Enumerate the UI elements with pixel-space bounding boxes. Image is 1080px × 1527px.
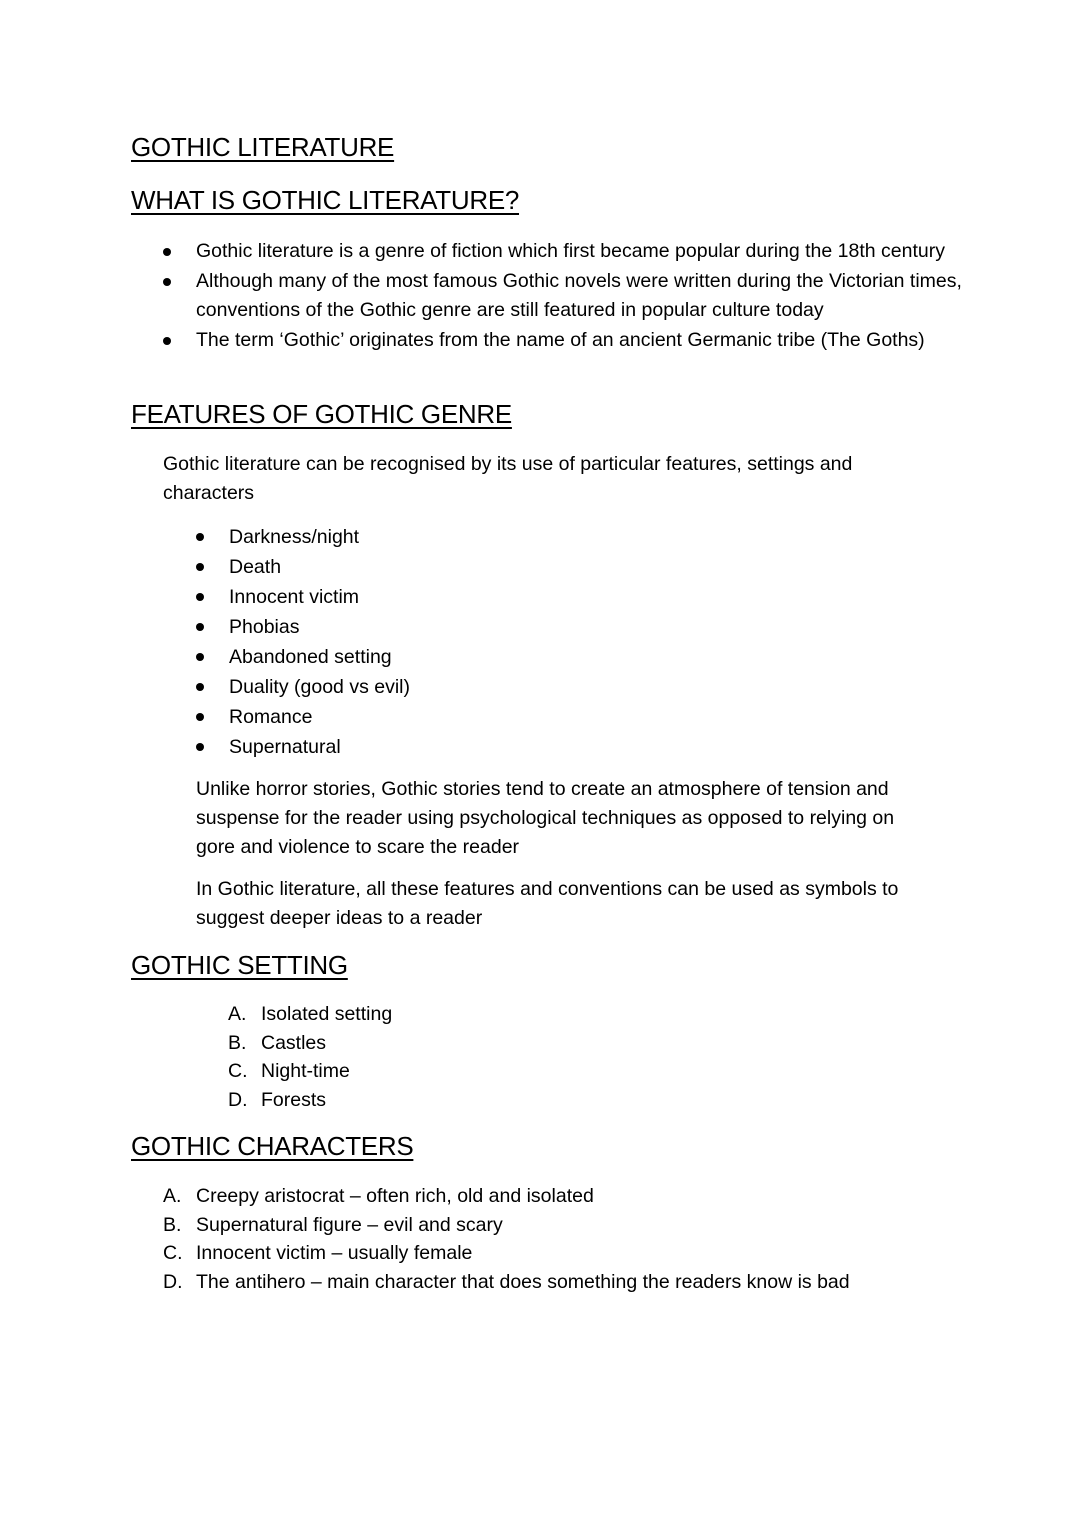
list-item (163, 1182, 850, 1211)
list-item: Gothic literature is a genre of fiction which first became popular during the 18th century (163, 237, 963, 266)
heading-gothic-setting: GOTHIC SETTING (131, 950, 348, 980)
list-item: Romance (196, 702, 696, 732)
list-item: Darkness/night (196, 522, 696, 552)
list-item (228, 1000, 392, 1029)
list-item (163, 1239, 850, 1268)
setting-list (228, 1000, 392, 1115)
list-item (228, 1029, 392, 1058)
list-item: The term ‘Gothic’ originates from the name of an ancient Germanic tribe (The Goths) (163, 326, 963, 355)
list-item: Duality (good vs evil) (196, 672, 696, 702)
heading-what-is-gothic: WHAT IS GOTHIC LITERATURE? (131, 185, 520, 215)
list-item-text: Creepy aristocrat – often rich, old and isolated (196, 1185, 594, 1207)
list-letter: C. (228, 1060, 248, 1083)
list-item-text: The antihero – main character that does something the readers know is bad (196, 1271, 850, 1294)
list-letter: A. (163, 1185, 182, 1207)
what-is-bullet-list (163, 237, 963, 356)
heading-gothic-characters: GOTHIC CHARACTERS (131, 1131, 414, 1161)
list-item (228, 1057, 392, 1086)
list-item: Abandoned setting (196, 642, 696, 672)
list-item-text: Isolated setting (261, 1003, 393, 1025)
list-letter: C. (163, 1242, 183, 1265)
list-letter: A. (228, 1003, 247, 1025)
list-item-text: Forests (261, 1089, 327, 1112)
list-item-text: Castles (261, 1031, 327, 1054)
list-item-text: Night-time (261, 1060, 350, 1083)
features-bullet-list (196, 522, 696, 762)
features-paragraph-horror: Unlike horror stories, Gothic stories tend to create an atmosphere of tension and suspense for the reader using psychological techniques as opposed to relying on gore and violence to scare the reader (196, 778, 895, 858)
list-letter: B. (163, 1213, 182, 1236)
list-letter: B. (228, 1031, 247, 1054)
list-item-text: Innocent victim – usually female (196, 1242, 473, 1265)
list-item: Phobias (196, 612, 696, 642)
list-letter: D. (228, 1089, 248, 1112)
list-letter: D. (163, 1271, 183, 1294)
list-item: Death (196, 552, 696, 582)
characters-list (163, 1182, 850, 1297)
heading-features: FEATURES OF GOTHIC GENRE (131, 399, 512, 429)
list-item (163, 1211, 850, 1240)
features-intro: Gothic literature can be recognised by its use of particular features, settings and characters (163, 453, 853, 504)
list-item (228, 1086, 392, 1115)
list-item: Supernatural (196, 732, 696, 762)
list-item (163, 1268, 850, 1297)
document-title: GOTHIC LITERATURE (131, 132, 395, 162)
list-item: Innocent victim (196, 582, 696, 612)
list-item-text: Supernatural figure – evil and scary (196, 1213, 503, 1236)
list-item: Although many of the most famous Gothic novels were written during the Victorian times, conventions of the Gothic genre are still featured in popular culture today (163, 267, 963, 325)
features-paragraph-symbols: In Gothic literature, all these features and conventions can be used as symbols to suggest deeper ideas to a reader (196, 878, 899, 929)
